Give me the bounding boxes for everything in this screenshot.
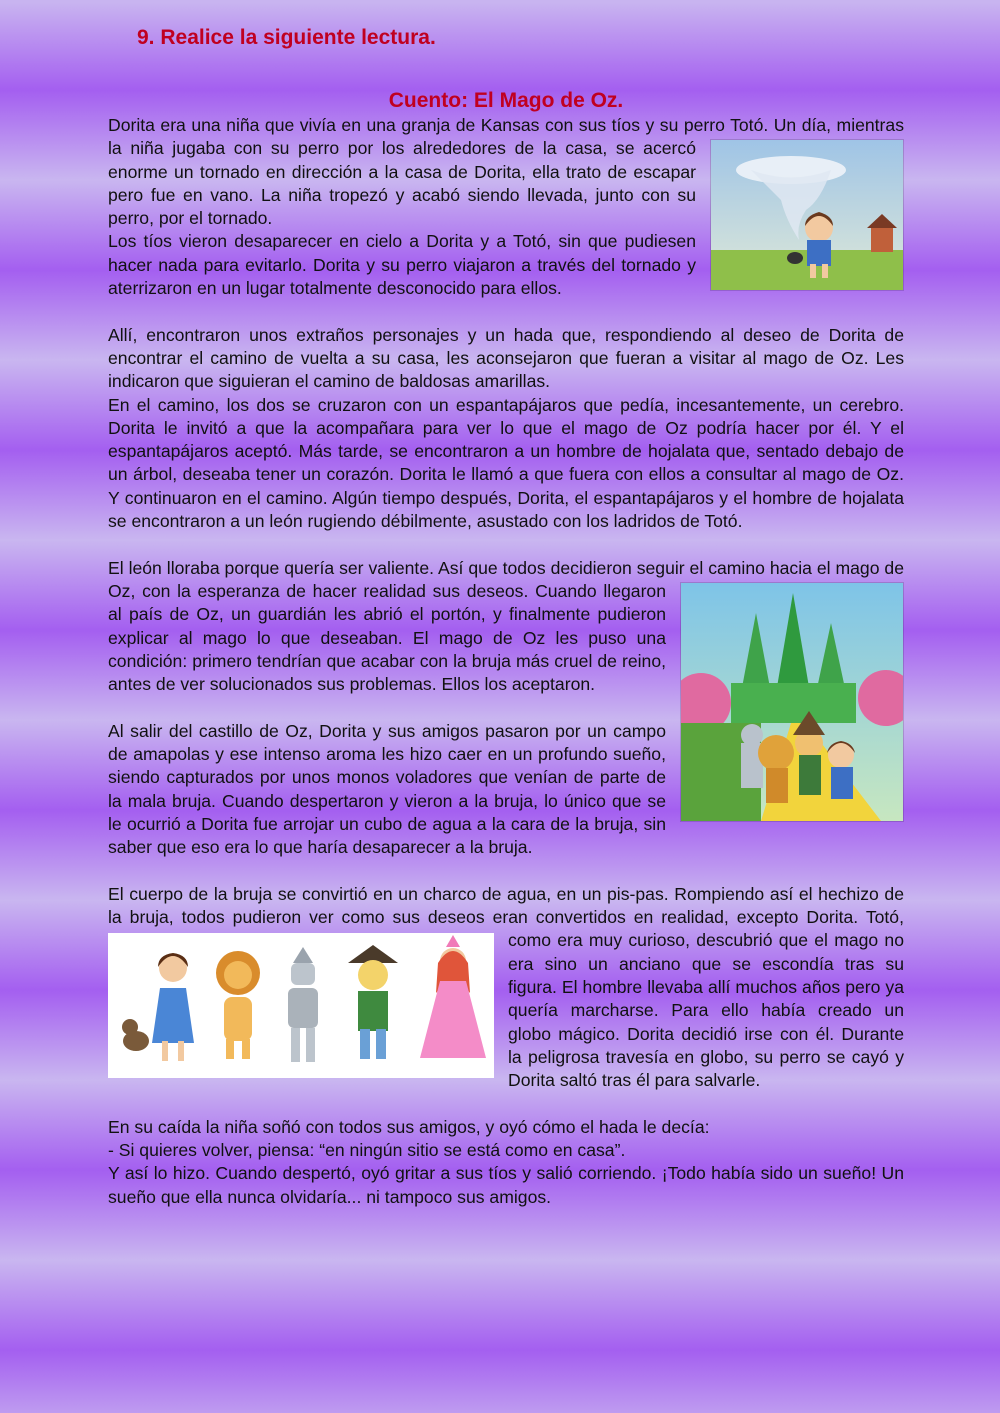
- paragraph-start: Dorita era una niña que vivía en una granja de Kansas con sus tíos y su perro Totó. Un día, mientras la niña jugaba con su perro por los alrededores de la casa, se acercó: [108, 115, 904, 159]
- section-heading: 9. Realice la siguiente lectura.: [137, 26, 436, 49]
- paragraph: El león lloraba porque quería ser valiente. Así que todos decidieron seguir el camino hacia el mago de Oz, con la esperanza de hacer realidad sus deseos. Cuando llegaron al país de Oz, un guardián les abrió el portón, y finalmente pudieron explicar al mago lo que deseaban. El mago de Oz les puso una condición: primero tendrían que acabar con la bruja más cruel de reino, antes de ver solucionados sus problemas. Ellos los aceptaron.: [108, 557, 904, 697]
- paragraph: Y así lo hizo. Cuando despertó, oyó gritar a sus tíos y salió corriendo. ¡Todo había sido un sueño! Un sueño que ella nunca olvidaría... ni tampoco sus amigos.: [108, 1163, 904, 1207]
- paragraph: En el camino, los dos se cruzaron con un espantapájaros que pedía, incesantemente, un cerebro. Dorita le invitó a que la acompañara para ver lo que el mago de Oz podría hacer por él. Y el espantapájaros aceptó. Más tarde, se encontraron a un hombre de hojalata que, sentado debajo de un árbol, deseaba tener un corazón. Dorita le llamó a que fuera con ellos a consultar al mago de Oz. Y continuaron en el camino. Algún tiempo después, Dorita, el espantapájaros y el hombre de hojalata se encontraron a un león rugiendo débilmente, asustado con los ladridos de Totó.: [108, 394, 904, 532]
- emerald-city-illustration: [680, 582, 904, 822]
- tornado-illustration: [710, 139, 904, 291]
- story-text: [108, 114, 904, 1209]
- paragraph: Los tíos vieron desaparecer en cielo a Dorita y a Totó, sin que pudiesen hacer nada para evitarlo. Dorita y su perro viajaron a través del tornado y aterrizaron en un lugar totalmente desconocido para ellos.: [108, 231, 696, 299]
- paragraph: Dorita era una niña que vivía en una granja de Kansas con sus tíos y su perro Totó. Un día, mientras la niña jugaba con su perro por los alrededores de la casa, se acercó enorme un tornado en dirección a la casa de Dorita, ella trato de escapar pero fue en vano. La niña tropezó y acabó siendo llevada, junto con su perro, por el tornado.: [108, 114, 904, 230]
- paragraph: Al salir del castillo de Oz, Dorita y sus amigos pasaron por un campo de amapolas y ese intenso aroma les hizo caer en un profundo sueño, siendo capturados por unos monos voladores que venían de parte de la mala bruja. Cuando despertaron y vieron a la bruja, lo único que se le ocurrió a Dorita fue arrojar un cubo de agua a la cara de la bruja, sin saber que eso era lo que haría desaparecer a la bruja.: [108, 720, 666, 858]
- paragraph: El cuerpo de la bruja se convirtió en un charco de agua, en un pis-pas. Rompiendo así el hechizo de la bruja, todos pudieron ver como sus deseos eran convertidos en realidad, excepto Dorita. Totó, como era muy curioso, descubrió que el mago no era sino un anciano que se escondía tras su figura. El hombre llevaba allí muchos años pero ya quería marcharse. Para ello había creado un globo mágico. Dorita decidió irse con él. Durante la peligrosa travesía en globo, su perro se cayó y Dorita saltó tras él para salvarle.: [108, 883, 904, 1091]
- paragraph: En su caída la niña soñó con todos sus amigos, y oyó cómo el hada le decía:: [108, 1116, 710, 1137]
- characters-illustration: [108, 933, 494, 1078]
- paragraph: - Si quieres volver, piensa: “en ningún sitio se está como en casa”.: [108, 1140, 626, 1161]
- story-title: Cuento: El Mago de Oz.: [388, 89, 624, 112]
- paragraph: Allí, encontraron unos extraños personajes y un hada que, respondiendo al deseo de Dorita de encontrar el camino de vuelta a su casa, les aconsejaron que fueran a visitar al mago de Oz. Les indicaron que siguieran el camino de baldosas amarillas.: [108, 324, 904, 392]
